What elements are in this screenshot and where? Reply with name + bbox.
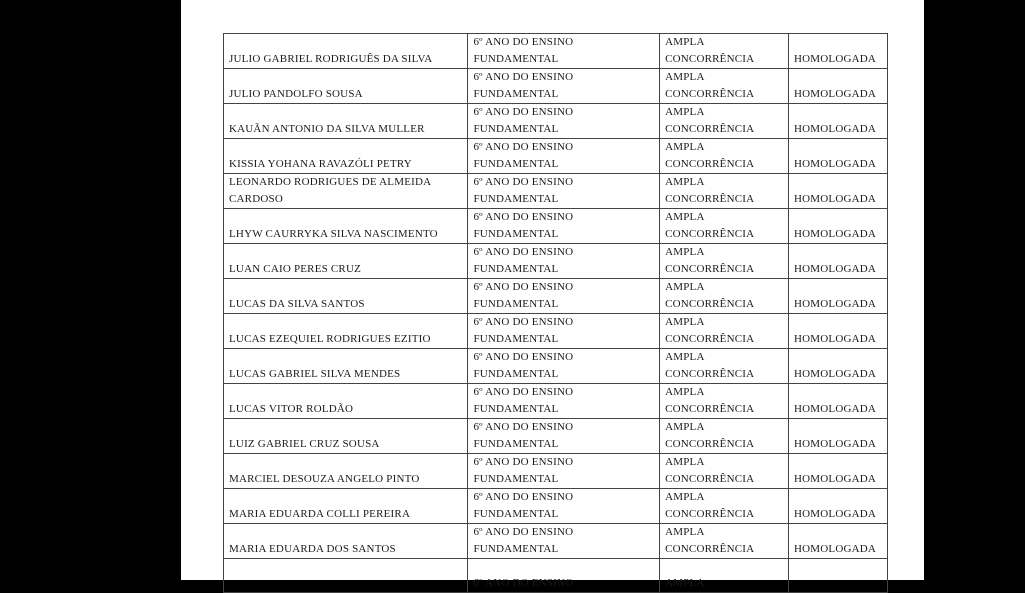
modality-cell [660, 489, 789, 524]
table-row [224, 524, 888, 559]
table-row [224, 314, 888, 349]
candidate-name-cell [224, 104, 468, 139]
grade-line-1: 6º ANO DO ENSINO [473, 351, 574, 363]
modality-line-1: AMPLA [665, 281, 705, 293]
modality-line-1: AMPLA [665, 526, 705, 538]
grade-line-2: FUNDAMENTAL [473, 228, 559, 240]
status-cell [788, 174, 887, 209]
grade-line-1: 6º ANO DO ENSINO [473, 421, 574, 433]
grade-line-1: 6º ANO DO ENSINO [473, 577, 574, 589]
modality-line-2: CONCORRÊNCIA [665, 473, 755, 485]
modality-cell [660, 34, 789, 69]
candidate-name-cell [224, 279, 468, 314]
grade-line-1: 6º ANO DO ENSINO [473, 386, 574, 398]
status-text: HOMOLOGADA [793, 193, 877, 205]
table-row [224, 139, 888, 174]
grade-cell [468, 384, 660, 419]
modality-line-2: CONCORRÊNCIA [665, 228, 755, 240]
modality-line-1: AMPLA [665, 211, 705, 223]
modality-line-1: AMPLA [665, 246, 705, 258]
grade-cell [468, 104, 660, 139]
grade-line-2: FUNDAMENTAL [473, 88, 559, 100]
table-row [224, 69, 888, 104]
grade-line-1: 6º ANO DO ENSINO [473, 106, 574, 118]
table-row [224, 489, 888, 524]
grade-cell [468, 174, 660, 209]
candidate-name: JULIO PANDOLFO SOUSA [229, 88, 363, 100]
modality-line-2: CONCORRÊNCIA [665, 403, 755, 415]
grade-line-2: FUNDAMENTAL [473, 53, 559, 65]
status-text: HOMOLOGADA [793, 473, 877, 485]
grade-line-1: 6º ANO DO ENSINO [473, 526, 574, 538]
status-text: HOMOLOGADA [793, 368, 877, 380]
candidate-name: LUIZ GABRIEL CRUZ SOUSA [229, 438, 380, 450]
modality-cell [660, 349, 789, 384]
table-row [224, 559, 888, 593]
modality-cell [660, 559, 789, 593]
grade-line-2: FUNDAMENTAL [473, 368, 559, 380]
modality-line-2: CONCORRÊNCIA [665, 298, 755, 310]
grade-line-2: FUNDAMENTAL [473, 508, 559, 520]
modality-line-1: AMPLA [665, 36, 705, 48]
status-text: HOMOLOGADA [793, 88, 877, 100]
modality-line-1: AMPLA [665, 176, 705, 188]
modality-cell [660, 244, 789, 279]
grade-cell [468, 139, 660, 174]
status-cell [788, 559, 887, 593]
modality-cell [660, 384, 789, 419]
status-text: HOMOLOGADA [793, 333, 877, 345]
modality-line-2: CONCORRÊNCIA [665, 158, 755, 170]
grade-line-2: FUNDAMENTAL [473, 158, 559, 170]
candidate-name-cell [224, 174, 468, 209]
modality-line-1: AMPLA [665, 141, 705, 153]
candidate-name: LUAN CAIO PERES CRUZ [229, 263, 362, 275]
table-row [224, 279, 888, 314]
grade-line-1: 6º ANO DO ENSINO [473, 71, 574, 83]
modality-line-2: CONCORRÊNCIA [665, 193, 755, 205]
status-cell [788, 524, 887, 559]
candidate-name: KISSIA YOHANA RAVAZÓLI PETRY [229, 158, 412, 170]
candidate-name-cell [224, 139, 468, 174]
candidate-name: MARIA EDUARDA DOS SANTOS [229, 543, 396, 555]
modality-cell [660, 69, 789, 104]
candidate-name: LEONARDO RODRIGUES DE ALMEIDA [229, 176, 432, 188]
candidate-name-line-2: CARDOSO [229, 193, 283, 205]
grade-line-1: 6º ANO DO ENSINO [473, 141, 574, 153]
grade-line-2: FUNDAMENTAL [473, 263, 559, 275]
grade-line-2: FUNDAMENTAL [473, 123, 559, 135]
modality-cell [660, 139, 789, 174]
status-cell [788, 209, 887, 244]
status-text: HOMOLOGADA [793, 438, 877, 450]
candidate-name-cell [224, 349, 468, 384]
grade-line-2: FUNDAMENTAL [473, 473, 559, 485]
candidate-name: MARIA EDUARDA COLLI PEREIRA [229, 508, 411, 520]
candidate-name: KAUÃN ANTONIO DA SILVA MULLER [229, 123, 425, 135]
candidate-name-cell [224, 209, 468, 244]
table-row [224, 244, 888, 279]
grade-line-1: 6º ANO DO ENSINO [473, 176, 574, 188]
grade-line-2: FUNDAMENTAL [473, 298, 559, 310]
modality-line-1: AMPLA [665, 491, 705, 503]
modality-cell [660, 419, 789, 454]
modality-cell [660, 174, 789, 209]
grade-line-2: FUNDAMENTAL [473, 193, 559, 205]
candidate-name: JULIO GABRIEL RODRIGUÊS DA SILVA [229, 53, 433, 65]
status-cell [788, 419, 887, 454]
status-text: HOMOLOGADA [793, 228, 877, 240]
status-cell [788, 279, 887, 314]
grade-cell [468, 69, 660, 104]
modality-line-1: AMPLA [665, 316, 705, 328]
modality-line-1: AMPLA [665, 351, 705, 363]
status-text: HOMOLOGADA [793, 403, 877, 415]
document-page [181, 0, 924, 589]
grade-cell [468, 244, 660, 279]
grade-cell [468, 34, 660, 69]
modality-line-1: AMPLA [665, 386, 705, 398]
table-row [224, 454, 888, 489]
modality-line-2: CONCORRÊNCIA [665, 333, 755, 345]
modality-line-2: CONCORRÊNCIA [665, 88, 755, 100]
modality-cell [660, 279, 789, 314]
modality-line-2: CONCORRÊNCIA [665, 508, 755, 520]
table-row [224, 349, 888, 384]
grade-cell [468, 279, 660, 314]
modality-line-2: CONCORRÊNCIA [665, 368, 755, 380]
grade-line-1: 6º ANO DO ENSINO [473, 36, 574, 48]
status-cell [788, 104, 887, 139]
modality-line-1: AMPLA [665, 577, 705, 589]
modality-line-1: AMPLA [665, 71, 705, 83]
modality-line-2: CONCORRÊNCIA [665, 263, 755, 275]
status-text: HOMOLOGADA [793, 158, 877, 170]
grade-cell [468, 454, 660, 489]
status-cell [788, 454, 887, 489]
status-cell [788, 34, 887, 69]
modality-line-1: AMPLA [665, 421, 705, 433]
table-row [224, 209, 888, 244]
grade-line-2: FUNDAMENTAL [473, 438, 559, 450]
table-row [224, 104, 888, 139]
status-text: HOMOLOGADA [793, 263, 877, 275]
grade-line-1: 6º ANO DO ENSINO [473, 491, 574, 503]
grade-cell [468, 349, 660, 384]
grade-cell [468, 559, 660, 593]
candidate-name-cell [224, 559, 468, 593]
status-cell [788, 384, 887, 419]
modality-cell [660, 104, 789, 139]
candidate-name-cell [224, 69, 468, 104]
candidate-name: MARCIEL DESOUZA ANGELO PINTO [229, 473, 420, 485]
status-text: HOMOLOGADA [793, 298, 877, 310]
grade-line-2: FUNDAMENTAL [473, 333, 559, 345]
modality-cell [660, 454, 789, 489]
modality-cell [660, 209, 789, 244]
grade-line-2: FUNDAMENTAL [473, 403, 559, 415]
grade-cell [468, 524, 660, 559]
grade-cell [468, 489, 660, 524]
candidate-name-cell [224, 314, 468, 349]
grade-line-1: 6º ANO DO ENSINO [473, 246, 574, 258]
candidate-name: LUCAS GABRIEL SILVA MENDES [229, 368, 401, 380]
status-cell [788, 69, 887, 104]
status-text: HOMOLOGADA [793, 123, 877, 135]
modality-line-2: CONCORRÊNCIA [665, 543, 755, 555]
candidate-name: LUCAS DA SILVA SANTOS [229, 298, 365, 310]
status-cell [788, 349, 887, 384]
status-cell [788, 314, 887, 349]
modality-line-2: CONCORRÊNCIA [665, 438, 755, 450]
table-row [224, 174, 888, 209]
candidate-name-cell [224, 384, 468, 419]
candidate-name: LUCAS VITOR ROLDÃO [229, 403, 354, 415]
status-text: HOMOLOGADA [793, 508, 877, 520]
grade-line-1: 6º ANO DO ENSINO [473, 456, 574, 468]
modality-line-1: AMPLA [665, 456, 705, 468]
status-cell [788, 244, 887, 279]
status-text: HOMOLOGADA [793, 543, 877, 555]
modality-line-2: CONCORRÊNCIA [665, 53, 755, 65]
grade-line-1: 6º ANO DO ENSINO [473, 281, 574, 293]
candidate-name-cell [224, 244, 468, 279]
modality-cell [660, 314, 789, 349]
table-row [224, 34, 888, 69]
modality-cell [660, 524, 789, 559]
candidate-name: LHYW CAURRYKA SILVA NASCIMENTO [229, 228, 438, 240]
grade-line-1: 6º ANO DO ENSINO [473, 316, 574, 328]
candidate-name-cell [224, 34, 468, 69]
modality-line-2: CONCORRÊNCIA [665, 123, 755, 135]
candidate-name-cell [224, 419, 468, 454]
grade-cell [468, 209, 660, 244]
table-row [224, 419, 888, 454]
table-row [224, 384, 888, 419]
candidates-table-body [224, 34, 888, 593]
grade-line-1: 6º ANO DO ENSINO [473, 211, 574, 223]
candidate-name-cell [224, 454, 468, 489]
candidates-table [223, 33, 888, 593]
candidate-name: LUCAS EZEQUIEL RODRIGUES EZITIO [229, 333, 431, 345]
grade-line-2: FUNDAMENTAL [473, 543, 559, 555]
modality-line-1: AMPLA [665, 106, 705, 118]
grade-cell [468, 314, 660, 349]
status-cell [788, 139, 887, 174]
status-cell [788, 489, 887, 524]
candidate-name-cell [224, 489, 468, 524]
candidate-name-cell [224, 524, 468, 559]
status-text: HOMOLOGADA [793, 53, 877, 65]
grade-cell [468, 419, 660, 454]
